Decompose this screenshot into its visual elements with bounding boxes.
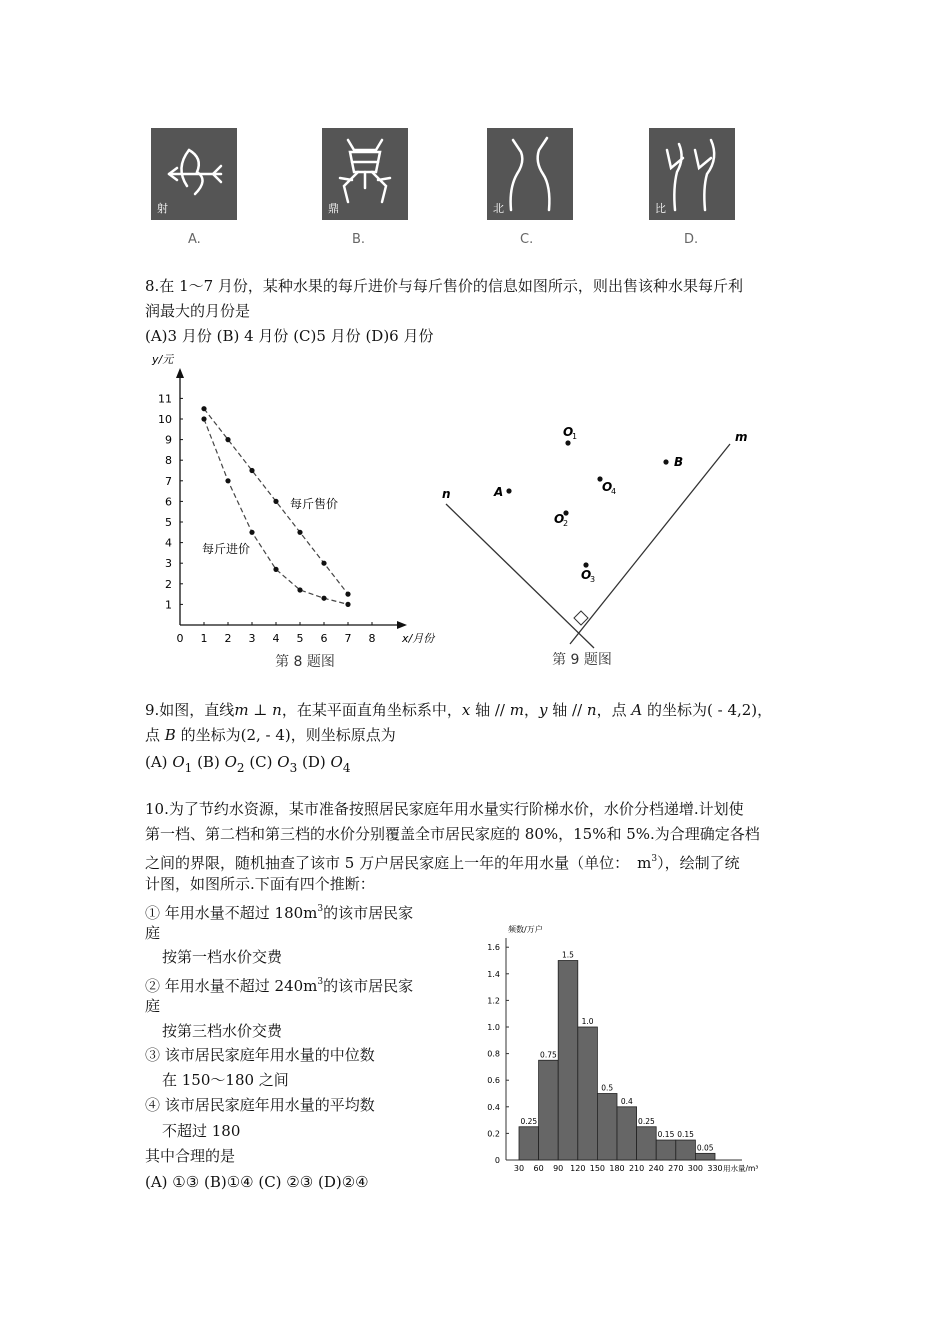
histogram-bar [578, 1027, 598, 1160]
x-axis-label: x/月份 [402, 632, 435, 645]
q9-option-o: O [224, 753, 237, 771]
y-tick-label: 0.4 [487, 1102, 500, 1112]
q10-unit-sup: 3 [317, 977, 324, 987]
histogram-bar [695, 1153, 715, 1160]
bar-value-label: 0.25 [638, 1116, 655, 1126]
q9-text: 轴 // [470, 701, 510, 719]
x-tick-label: 270 [668, 1164, 684, 1173]
y-tick-label: 1.4 [487, 969, 500, 979]
glyph-char: 北 [493, 202, 504, 215]
q10-question: 其中合理的是 [145, 1147, 236, 1165]
q10-line2: 第一档、第二档和第三档的水价分别覆盖全市居民家庭的 80%，15%和 5%.为合理确定各档 [145, 825, 760, 843]
data-point [321, 596, 326, 601]
q9-text: 点 [145, 726, 165, 744]
q9-option-sub: 4 [342, 761, 351, 775]
fig9-caption: 第 9 题图 [552, 652, 612, 668]
label-a: A [494, 485, 504, 499]
line-m [570, 444, 730, 644]
label-b: B [674, 455, 684, 469]
q9-m: m [509, 701, 524, 719]
statement-4-cont: 不超过 180 [162, 1122, 241, 1140]
q10-unit: m [637, 854, 652, 872]
statement-2-cont: 按第三档水价交费 [162, 1022, 283, 1040]
point-a [506, 488, 511, 493]
q10-unit: m [303, 977, 318, 995]
series-label: 每斤售价 [290, 497, 339, 511]
x-tick-label: 6 [320, 632, 328, 645]
statement-3-cont: 在 150～180 之间 [162, 1071, 289, 1089]
q9-a: A [631, 701, 643, 719]
x-axis-arrow [397, 621, 407, 629]
q10-line3 [145, 847, 740, 875]
y-tick-label: 2 [165, 577, 172, 591]
y-tick-label: 1.6 [487, 943, 500, 953]
q9-options [145, 750, 350, 780]
q9-option-sub: 1 [184, 761, 193, 775]
q9-text: 的坐标为 [642, 701, 707, 719]
q9-line2 [145, 723, 396, 747]
point-o1 [565, 440, 570, 445]
glyph-tile-d [649, 128, 735, 220]
data-point [273, 499, 278, 504]
data-point [249, 468, 254, 473]
y-tick-label: 1.2 [487, 996, 500, 1006]
data-point [297, 530, 302, 535]
fig10-histogram [470, 920, 800, 1180]
x-tick-label: 60 [533, 1164, 544, 1173]
q10-unit: m [303, 904, 318, 922]
data-point [201, 416, 206, 421]
x-tick-label: 330 [707, 1164, 723, 1173]
data-point [345, 592, 350, 597]
x-tick-label: 90 [553, 1164, 564, 1173]
y-tick-label: 0 [494, 1156, 500, 1165]
q9-option-sub: 3 [289, 761, 298, 775]
data-point [225, 437, 230, 442]
y-tick-label: 9 [165, 433, 172, 447]
x-tick-label: 240 [648, 1164, 664, 1173]
glyph-tile-c [487, 128, 573, 220]
histogram-bar [617, 1107, 637, 1160]
x-tick-label: 5 [296, 632, 304, 645]
histogram-bar [597, 1094, 617, 1161]
y-tick-label: 4 [165, 536, 172, 550]
q9-option-o: O [277, 753, 290, 771]
q9-b: B [164, 726, 176, 744]
glyph-char: 比 [655, 202, 666, 215]
statement-text: 的该市居民家 [323, 904, 414, 922]
statement-2-wrap: 庭 [145, 997, 161, 1015]
q10-line1: 10.为了节约水资源，某市准备按照居民家庭年用水量实行阶梯水价，水价分档递增.计划使 [145, 800, 744, 818]
label-m: m [735, 430, 748, 444]
right-angle-mark [574, 611, 588, 625]
y-tick-label: 3 [165, 557, 172, 571]
q10-unit-sup: 3 [651, 854, 658, 864]
q9-option-o: O [330, 753, 343, 771]
fig9-diagram [430, 420, 760, 670]
q9-text: ， [523, 701, 539, 719]
q10-text: 之间的界限，随机抽查了该市 5 万户居民家庭上一年的年用水量（单位： [145, 854, 630, 872]
x-tick-label: 4 [272, 632, 280, 645]
statement-4: ④ 该市居民家庭年用水量的平均数 [145, 1096, 375, 1114]
q10-text: ），绘制了统 [657, 854, 740, 872]
statement-1-cont: 按第一档水价交费 [162, 948, 283, 966]
x-tick-label: 180 [609, 1164, 625, 1173]
label-o1-sub: 1 [572, 432, 578, 441]
q9-text: ， [757, 701, 773, 719]
q8-stem-line2: 润最大的月份是 [145, 302, 251, 320]
bar-value-label: 0.15 [657, 1130, 675, 1140]
bar-value-label: 0.5 [601, 1083, 614, 1093]
q9-text: 轴 // [547, 701, 587, 719]
data-point [345, 602, 350, 607]
label-o4-sub: 4 [611, 487, 617, 496]
x-tick-label: 3 [248, 632, 256, 645]
statement-1 [145, 897, 413, 925]
y-tick-label: 1 [165, 598, 172, 612]
bar-value-label: 0.15 [677, 1130, 694, 1140]
statement-1-wrap: 庭 [145, 924, 161, 942]
q9-text: ，在某平面直角坐标系中， [281, 701, 462, 719]
q9-text: 的坐标为 [175, 726, 241, 744]
bar-value-label: 1.0 [581, 1017, 594, 1026]
label-n: n [442, 487, 451, 501]
q9-text: 9.如图，直线 [145, 701, 235, 719]
q9-option-tag: (A) [145, 753, 168, 771]
option-letter-a: A. [188, 232, 201, 247]
y-axis-label: 频数/万户 [508, 925, 543, 934]
y-tick-label: 7 [165, 474, 172, 488]
x-tick-label: 0 [176, 632, 184, 645]
label-o3: O [581, 568, 592, 582]
y-tick-label: 0.2 [487, 1129, 500, 1139]
q9-y: y [539, 701, 548, 719]
q9-option-tag: (B) [197, 753, 220, 771]
x-tick-label: 300 [687, 1164, 704, 1173]
x-tick-label: 1 [200, 632, 208, 645]
data-point [201, 406, 206, 411]
fig8-caption: 第 8 题图 [275, 654, 335, 670]
label-o4: O [602, 480, 613, 494]
q9-option-tag: (D) [302, 753, 326, 771]
x-tick-label: 8 [368, 632, 376, 645]
q9-text: ，点 [596, 701, 632, 719]
label-o3-sub: 3 [590, 575, 596, 584]
histogram-bar [676, 1140, 696, 1160]
bar-value-label: 0.05 [696, 1143, 714, 1153]
point-o3 [583, 562, 588, 567]
q9-line1 [145, 698, 772, 722]
y-tick-label: 5 [165, 516, 172, 529]
fig8-line-chart [150, 348, 450, 673]
q9-option-o: O [172, 753, 185, 771]
bar-value-label: 1.5 [562, 950, 574, 960]
y-axis-arrow [176, 368, 184, 378]
q10-line4: 计图，如图所示.下面有四个推断： [145, 875, 375, 893]
histogram-bar [558, 961, 578, 1161]
data-point [321, 561, 326, 566]
x-tick-label: 210 [628, 1164, 645, 1173]
histogram-bar [637, 1127, 657, 1160]
glyph-char: 鼎 [328, 202, 339, 215]
y-tick-label: 0.6 [487, 1076, 500, 1086]
glyph-char: 射 [157, 202, 168, 215]
statement-text: ② 年用水量不超过 240 [145, 977, 304, 995]
q9-x: x [461, 701, 471, 719]
histogram-bar [519, 1127, 539, 1160]
histogram-bar [656, 1140, 676, 1160]
data-point [297, 587, 302, 592]
option-letter-c: C. [520, 232, 534, 247]
data-point [249, 530, 254, 535]
x-tick-label: 30 [513, 1164, 525, 1173]
bar-value-label: 0.4 [620, 1096, 633, 1106]
glyph-tile-a [151, 128, 237, 220]
label-o2: O [554, 512, 565, 526]
x-tick-label: 120 [570, 1164, 586, 1173]
statement-3: ③ 该市居民家庭年用水量的中位数 [145, 1046, 375, 1064]
q8-stem-line1: 8.在 1～7 月份，某种水果的每斤进价与每斤售价的信息如图所示，则出售该种水果每斤利 [145, 277, 743, 295]
y-tick-label: 6 [165, 495, 172, 509]
q9-option-sub: 2 [236, 761, 245, 775]
q9-n: n [586, 701, 597, 719]
histogram-bar [539, 1060, 559, 1160]
option-letter-b: B. [352, 232, 366, 247]
q9-perp-expr: m ⊥ n [234, 701, 282, 719]
option-letter-d: D. [684, 232, 699, 247]
label-o1: O [563, 425, 574, 439]
label-o2-sub: 2 [563, 519, 569, 528]
x-tick-label: 7 [344, 632, 352, 645]
q9-text: ，则坐标原点为 [290, 726, 396, 744]
y-tick-label: 8 [165, 454, 172, 468]
q10-options: (A) ①③ (B)①④ (C) ②③ (D)②④ [145, 1173, 369, 1191]
bar-value-label: 0.25 [520, 1116, 538, 1126]
y-tick-label: 10 [158, 413, 172, 426]
statement-text: 的该市居民家 [323, 977, 414, 995]
y-tick-label: 0.8 [487, 1049, 500, 1059]
glyph-tile-b [322, 128, 408, 220]
q9-coord-a: ( - 4,2) [706, 701, 758, 719]
q9-option-tag: (C) [249, 753, 273, 771]
data-point [273, 567, 278, 572]
y-tick-label: 1.0 [487, 1023, 500, 1032]
q9-coord-b: (2, - 4) [240, 726, 291, 744]
series-line [204, 419, 348, 604]
statement-text: ① 年用水量不超过 180 [145, 904, 304, 922]
y-axis-label: y/元 [152, 353, 174, 366]
x-tick-label: 2 [224, 632, 232, 645]
q10-unit-sup: 3 [317, 904, 324, 914]
data-point [225, 478, 230, 483]
q8-options: (A)3 月份 (B) 4 月份 (C)5 月份 (D)6 月份 [145, 327, 434, 345]
bar-value-label: 0.75 [540, 1050, 557, 1060]
y-tick-label: 11 [158, 392, 172, 406]
point-b [663, 459, 668, 464]
series-label: 每斤进价 [202, 542, 251, 556]
x-axis-label: 用水量/m³ [723, 1164, 759, 1173]
statement-2 [145, 970, 413, 998]
x-tick-label: 150 [589, 1164, 606, 1173]
line-n [446, 504, 594, 648]
